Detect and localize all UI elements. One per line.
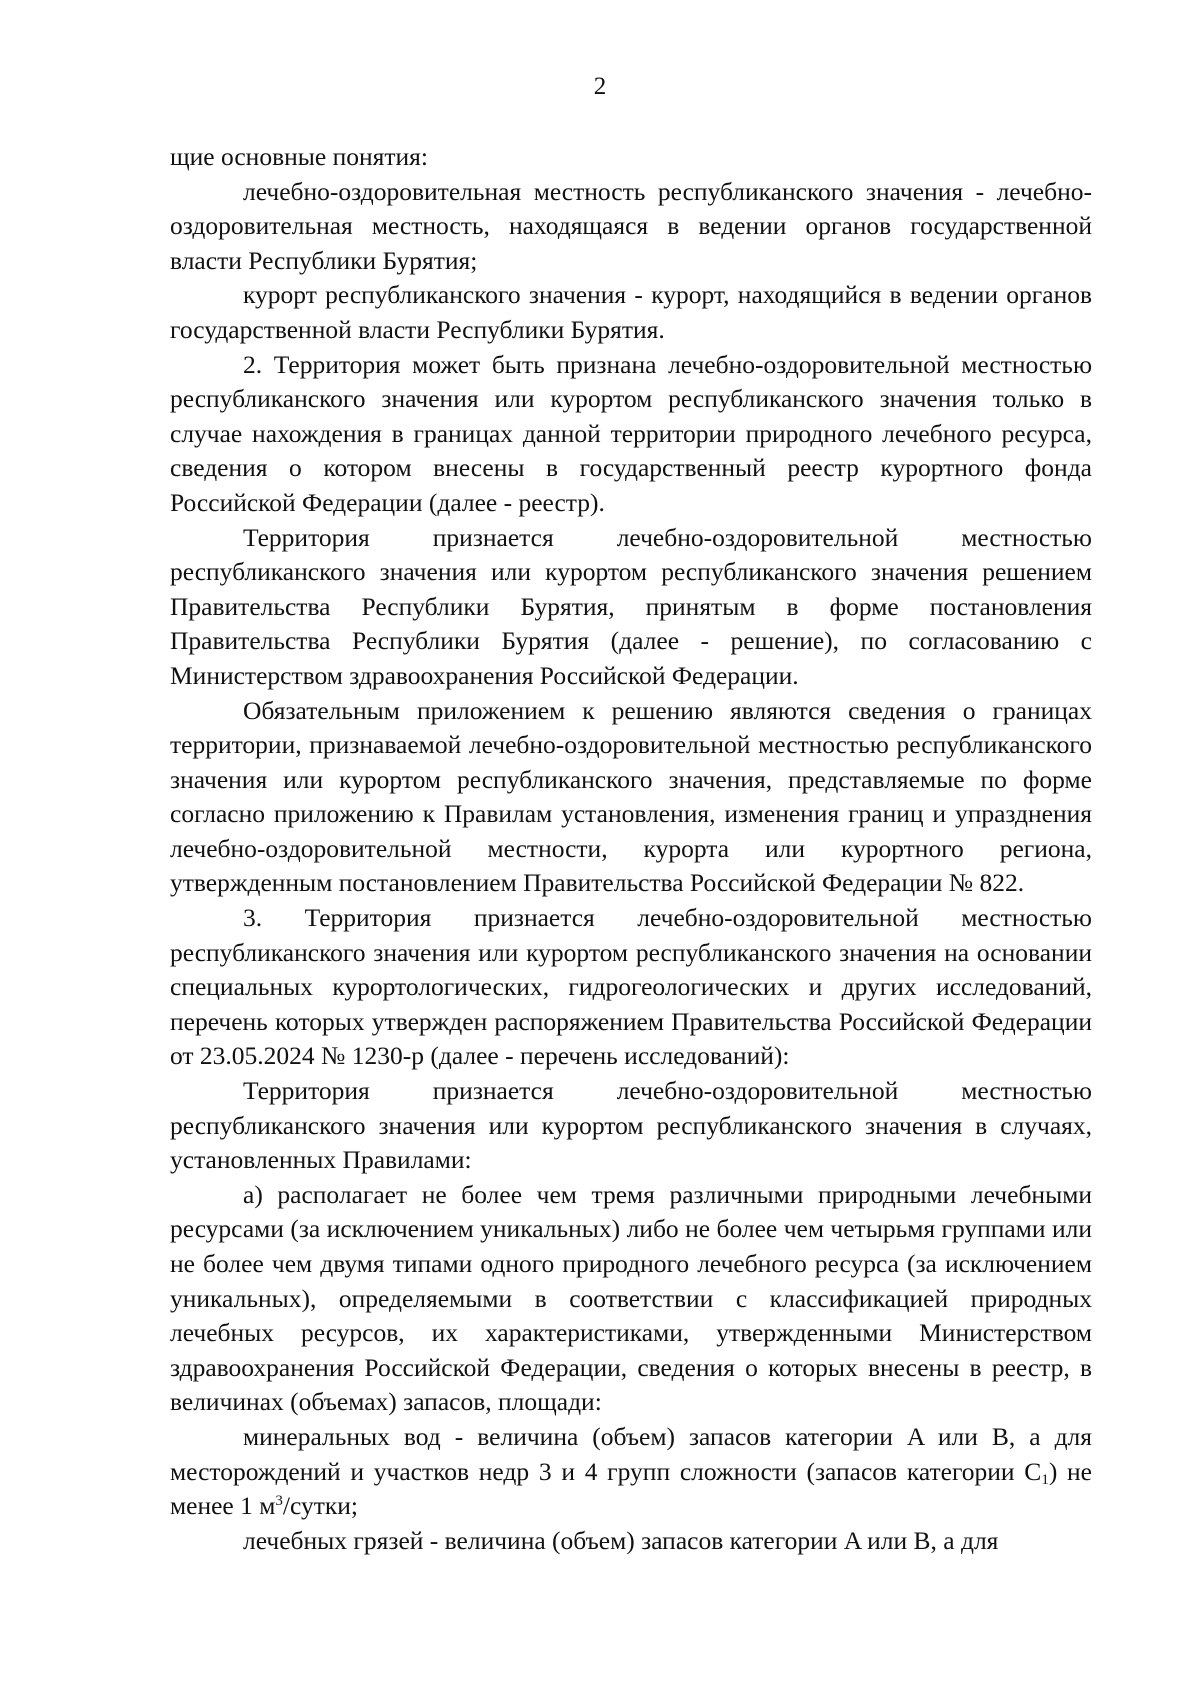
paragraph-mineral-waters: [170, 1420, 1092, 1524]
mineral-waters-text-3: /сутки;: [282, 1491, 358, 1521]
paragraph-therapeutic-muds: лечебных грязей - величина (объем) запасов категории A или B, а для: [243, 1525, 999, 1555]
document-body: [170, 140, 1092, 1558]
subscript-index: 1: [1041, 1471, 1049, 1488]
paragraph-recognition-decision: Территория признается лечебно-оздоровительной местностью республиканского значения или курортом республиканского значения решением Правительства Республики Бурятия, принятым в форме постановления Правительства Республики Бурятия (далее - решение), по согласованию с Министерством здравоохранения Российской Федерации.: [170, 522, 1092, 690]
mineral-waters-text-2: ) не менее 1 м: [170, 1456, 1092, 1521]
mineral-waters-text-1: минеральных вод - величина (объем) запасов категории A или B, а для месторождений и участков недр 3 и 4 групп сложности (запасов категории C: [170, 1421, 1092, 1486]
page-number: 2: [593, 73, 607, 100]
paragraph-subitem-a: а) располагает не более чем тремя различными природными лечебными ресурсами (за исключением уникальных) либо не более чем четырьмя группами или не более чем двумя типами одного природного лечебного ресурса (за исключением уникальных), определяемыми в соответствии с классификацией природных лечебных ресурсов, их характеристиками, утвержденными Министерством здравоохранения Российской Федерации, сведения о которых внесены в реестр, в величинах (объемах) запасов, площади:: [170, 1179, 1092, 1417]
paragraph-item-2: 2. Территория может быть признана лечебно-оздоровительной местностью республиканского значения или курортом республиканского значения только в случае нахождения в границах данной территории природного лечебного ресурса, сведения о котором внесены в государственный реестр курортного фонда Российской Федерации (далее - реестр).: [170, 349, 1092, 517]
paragraph-definition-resort: курорт республиканского значения - курорт, находящийся в ведении органов государственной власти Республики Бурятия.: [170, 280, 1092, 344]
paragraph-continuation: щие основные понятия:: [170, 142, 428, 171]
paragraph-recognition-cases: Территория признается лечебно-оздоровительной местностью республиканского значения или курортом республиканского значения в случаях, установленных Правилами:: [170, 1076, 1092, 1175]
paragraph-definition-locality: лечебно-оздоровительная местность республиканского значения - лечебно-оздоровительная местность, находящаяся в ведении органов государственной власти Республики Бурятия;: [170, 176, 1092, 275]
paragraph-mandatory-attachment: Обязательным приложением к решению являются сведения о границах территории, признаваемой лечебно-оздоровительной местностью республиканского значения или курортом республиканского значения, представляемые по форме согласно приложению к Правилам установления, изменения границ и упразднения лечебно-оздоровительной местности, курорта или курортного региона, утвержденным постановлением Правительства Российской Федерации № 822.: [170, 695, 1092, 898]
superscript-exponent: 3: [275, 1493, 283, 1510]
paragraph-item-3: 3. Территория признается лечебно-оздоровительной местностью республиканского значения или курортом республиканского значения на основании специальных курортологических, гидрогеологических и других исследований, перечень которых утвержден распоряжением Правительства Российской Федерации от 23.05.2024 № 1230-р (далее - перечень исследований):: [170, 903, 1092, 1071]
